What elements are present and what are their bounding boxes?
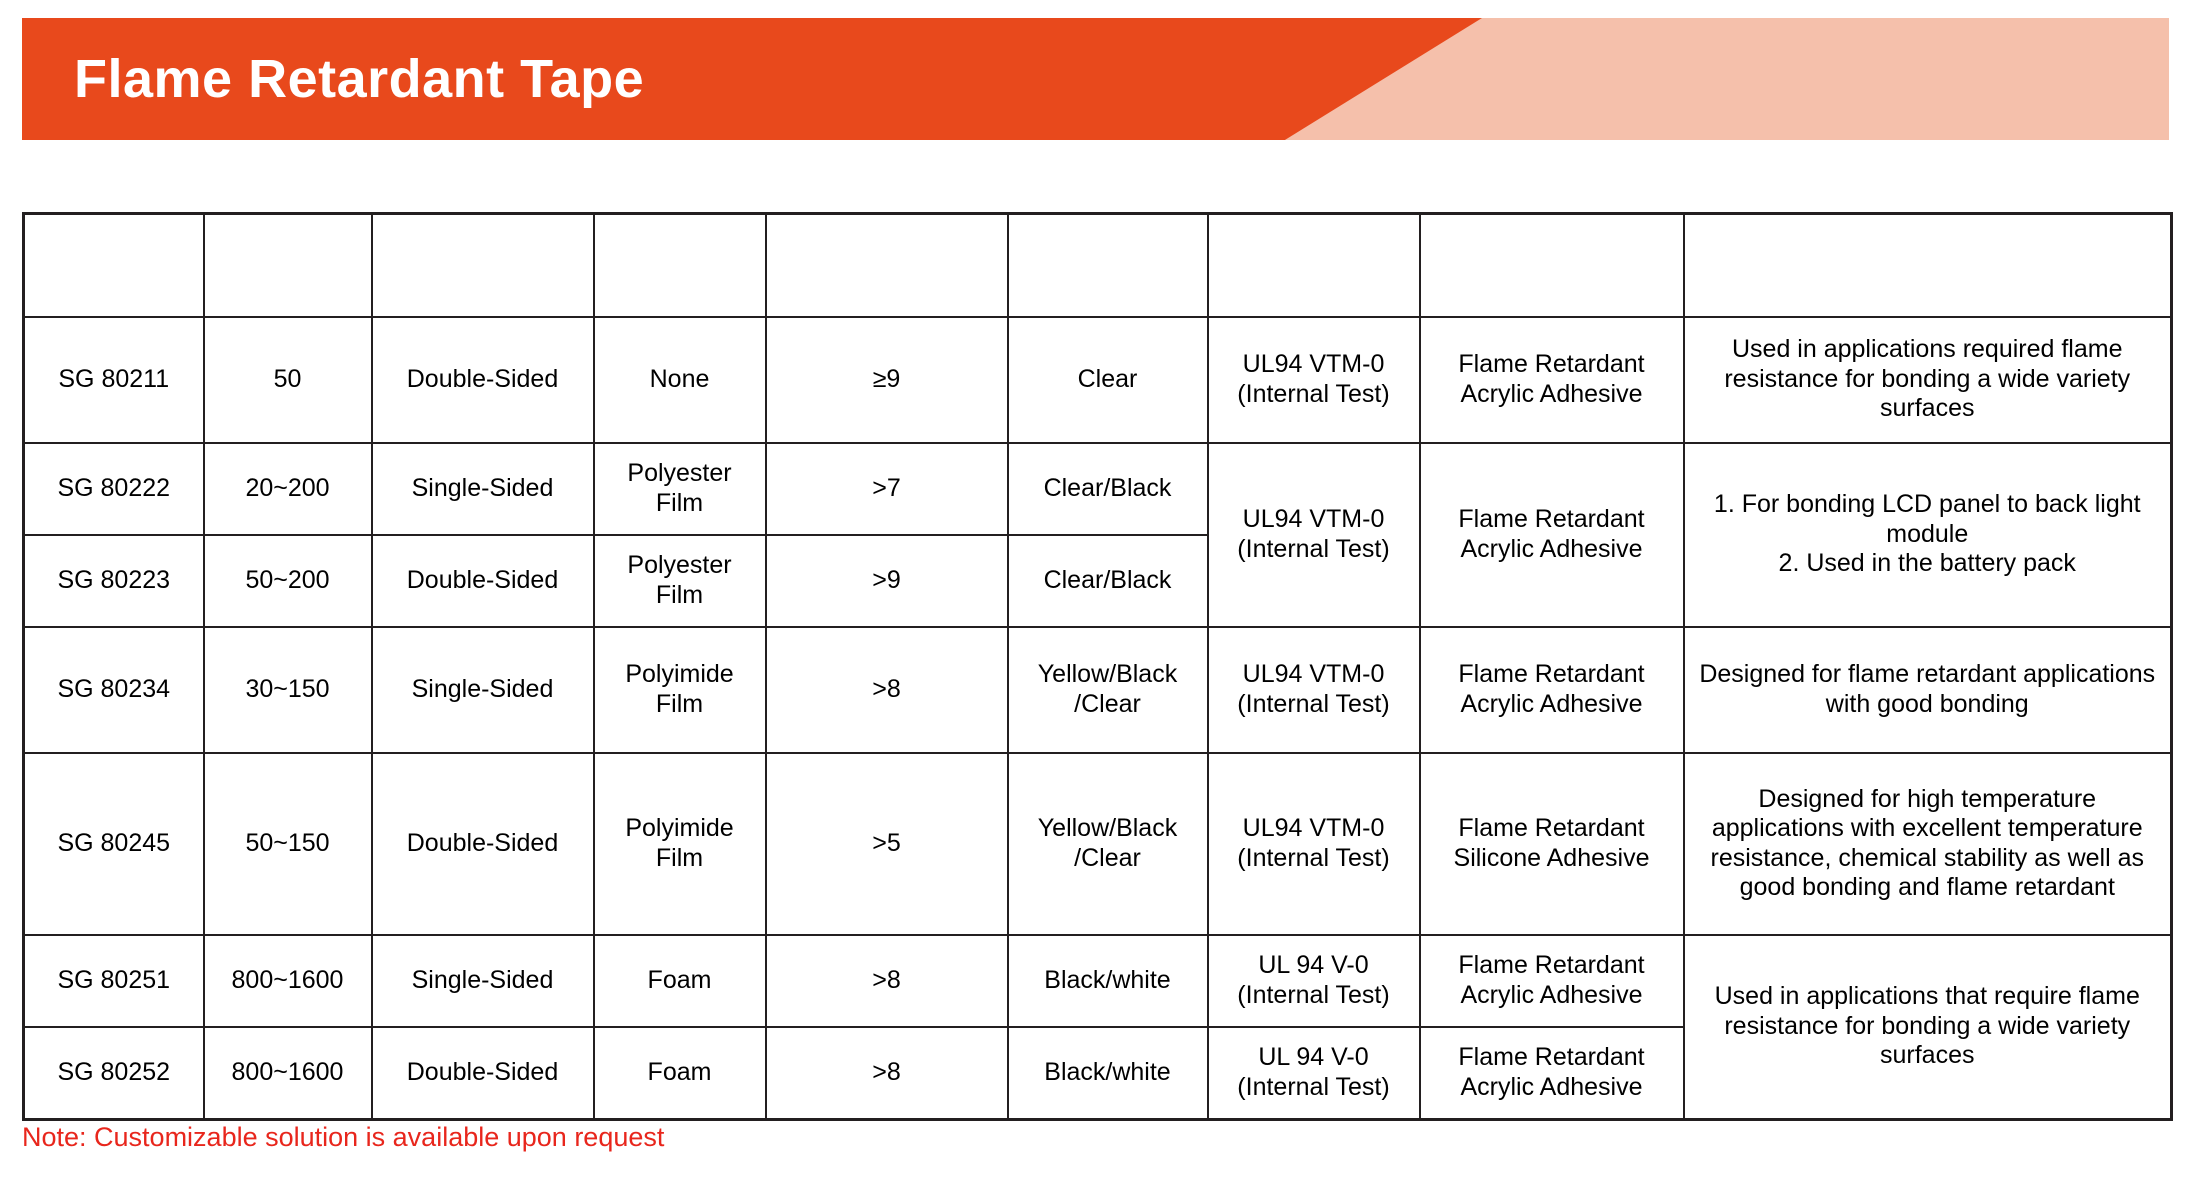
cell-peel: ≥9 bbox=[766, 317, 1008, 443]
cell-type: Single-Sided bbox=[372, 443, 594, 535]
cell-feature: Designed for flame retardant applications with good bonding bbox=[1684, 627, 2172, 753]
cell-product-pn: SG 80252 bbox=[24, 1027, 204, 1120]
cell-product-pn: SG 80251 bbox=[24, 935, 204, 1027]
cell-adhesive-type bbox=[1420, 1027, 1684, 1120]
column-header-peel-line2: Strength bbox=[839, 250, 934, 279]
cell-type: Single-Sided bbox=[372, 935, 594, 1027]
cell-adhesive-type bbox=[1420, 627, 1684, 753]
cell-color bbox=[1008, 627, 1208, 753]
cell-product-pn: SG 80211 bbox=[24, 317, 204, 443]
cell-feature: Used in applications required flame resistance for bonding a wide variety surfaces bbox=[1684, 317, 2172, 443]
cell-type: Double-Sided bbox=[372, 1027, 594, 1120]
cell-flame-resistance bbox=[1208, 1027, 1420, 1120]
cell-carrier-line2: Film bbox=[655, 580, 704, 609]
cell-thickness: 30~150 bbox=[204, 627, 372, 753]
column-header-thickness-line1: Total bbox=[261, 221, 314, 249]
cell-thickness: 50 bbox=[204, 317, 372, 443]
cell-adhesive-type bbox=[1420, 443, 1684, 627]
table-row bbox=[24, 935, 2172, 1027]
cell-flame-line2: (Internal Test) bbox=[1237, 534, 1390, 563]
cell-adhesive-line1: Flame Retardant bbox=[1458, 814, 1645, 842]
cell-feature bbox=[1684, 443, 2172, 627]
cell-color: Black/white bbox=[1008, 935, 1208, 1027]
cell-color bbox=[1008, 753, 1208, 935]
cell-flame-line2: (Internal Test) bbox=[1237, 980, 1390, 1009]
cell-adhesive-line1: Flame Retardant bbox=[1458, 1043, 1645, 1071]
table-row bbox=[24, 627, 2172, 753]
cell-carrier bbox=[594, 627, 766, 753]
cell-feature-line1: 1. For bonding LCD panel to back light module bbox=[1713, 490, 2141, 548]
spec-table-container bbox=[22, 212, 2170, 1121]
column-header-thickness-line2: Thickness bbox=[231, 250, 344, 279]
cell-adhesive-line1: Flame Retardant bbox=[1458, 660, 1645, 688]
cell-adhesive-line2: Silicone Adhesive bbox=[1453, 843, 1650, 872]
cell-peel: >8 bbox=[766, 627, 1008, 753]
cell-flame-line1: UL 94 V-0 bbox=[1258, 951, 1369, 979]
page-title: Flame Retardant Tape bbox=[74, 49, 645, 109]
cell-carrier bbox=[594, 535, 766, 627]
cell-feature: Used in applications that require flame resistance for bonding a wide variety surfaces bbox=[1684, 935, 2172, 1120]
footer-note: Note: Customizable solution is available upon request bbox=[22, 1122, 665, 1152]
cell-thickness: 800~1600 bbox=[204, 935, 372, 1027]
table-row bbox=[24, 443, 2172, 535]
cell-feature-line2: 2. Used in the battery pack bbox=[1778, 549, 2076, 578]
cell-product-pn: SG 80223 bbox=[24, 535, 204, 627]
column-header-adhesive-type: Adhesive Type bbox=[1420, 214, 1684, 317]
cell-adhesive-line2: Acrylic Adhesive bbox=[1460, 980, 1643, 1009]
column-header-color: Color bbox=[1008, 214, 1208, 317]
cell-adhesive-line2: Acrylic Adhesive bbox=[1460, 534, 1643, 563]
cell-adhesive-type bbox=[1420, 317, 1684, 443]
column-header-flame-line2: Resistance bbox=[1251, 265, 1376, 294]
cell-carrier-line1: Polyester bbox=[627, 459, 732, 487]
cell-thickness: 50~150 bbox=[204, 753, 372, 935]
table-row bbox=[24, 317, 2172, 443]
cell-flame-line1: UL 94 V-0 bbox=[1258, 1043, 1369, 1071]
column-header-type: Type bbox=[372, 214, 594, 317]
cell-color: Clear/Black bbox=[1008, 443, 1208, 535]
column-header-peel-line3: (N/25mm,SUS) bbox=[801, 280, 972, 308]
cell-adhesive-type bbox=[1420, 935, 1684, 1027]
cell-flame-line2: (Internal Test) bbox=[1237, 689, 1390, 718]
cell-adhesive-line2: Acrylic Adhesive bbox=[1460, 379, 1643, 408]
cell-product-pn: SG 80222 bbox=[24, 443, 204, 535]
cell-flame-line2: (Internal Test) bbox=[1237, 379, 1390, 408]
cell-flame-line2: (Internal Test) bbox=[1237, 1072, 1390, 1101]
header-banner bbox=[22, 18, 2169, 140]
cell-flame-line1: UL94 VTM-0 bbox=[1242, 814, 1385, 842]
table-header bbox=[24, 214, 2172, 317]
cell-flame-line1: UL94 VTM-0 bbox=[1242, 660, 1385, 688]
cell-adhesive-type bbox=[1420, 753, 1684, 935]
cell-adhesive-line1: Flame Retardant bbox=[1458, 951, 1645, 979]
cell-adhesive-line1: Flame Retardant bbox=[1458, 505, 1645, 533]
table-body bbox=[24, 317, 2172, 1120]
cell-flame-line2: (Internal Test) bbox=[1237, 843, 1390, 872]
table-row bbox=[24, 753, 2172, 935]
column-header-peel-line1: 180° Peel bbox=[832, 221, 941, 249]
cell-carrier-line2: Film bbox=[655, 488, 704, 517]
cell-carrier-line1: Polyimide bbox=[625, 814, 734, 842]
cell-carrier: Foam bbox=[594, 1027, 766, 1120]
cell-color: Clear/Black bbox=[1008, 535, 1208, 627]
cell-peel: >7 bbox=[766, 443, 1008, 535]
cell-color: Clear bbox=[1008, 317, 1208, 443]
cell-thickness: 20~200 bbox=[204, 443, 372, 535]
cell-type: Single-Sided bbox=[372, 627, 594, 753]
cell-color: Black/white bbox=[1008, 1027, 1208, 1120]
cell-color-line1: Yellow/Black bbox=[1037, 660, 1178, 688]
table-header-row bbox=[24, 214, 2172, 317]
cell-carrier bbox=[594, 443, 766, 535]
cell-product-pn: SG 80245 bbox=[24, 753, 204, 935]
column-header-flame-line1: Flame bbox=[1278, 235, 1349, 264]
cell-flame-resistance bbox=[1208, 443, 1420, 627]
cell-carrier-line2: Film bbox=[655, 689, 704, 718]
cell-type: Double-Sided bbox=[372, 535, 594, 627]
column-header-thickness-line3: (µm) bbox=[261, 280, 314, 308]
cell-carrier-line1: Polyimide bbox=[625, 660, 734, 688]
cell-type: Double-Sided bbox=[372, 317, 594, 443]
cell-product-pn: SG 80234 bbox=[24, 627, 204, 753]
column-header-flame-resistance bbox=[1208, 214, 1420, 317]
cell-feature: Designed for high temperature applications with excellent temperature resistance, chemical stability as well as good bonding and flame retardant bbox=[1684, 753, 2172, 935]
cell-color-line2: /Clear bbox=[1074, 689, 1141, 718]
cell-thickness: 50~200 bbox=[204, 535, 372, 627]
cell-adhesive-line2: Acrylic Adhesive bbox=[1460, 1072, 1643, 1101]
cell-carrier-line1: Polyester bbox=[627, 551, 732, 579]
cell-thickness: 800~1600 bbox=[204, 1027, 372, 1120]
cell-peel: >9 bbox=[766, 535, 1008, 627]
column-header-feature-application: Feature/Application bbox=[1684, 214, 2172, 317]
cell-adhesive-line2: Acrylic Adhesive bbox=[1460, 689, 1643, 718]
cell-color-line2: /Clear bbox=[1074, 843, 1141, 872]
cell-flame-resistance bbox=[1208, 627, 1420, 753]
cell-type: Double-Sided bbox=[372, 753, 594, 935]
cell-carrier bbox=[594, 753, 766, 935]
cell-peel: >8 bbox=[766, 1027, 1008, 1120]
cell-carrier: Foam bbox=[594, 935, 766, 1027]
column-header-peel-strength bbox=[766, 214, 1008, 317]
column-header-carrier: Carrier bbox=[594, 214, 766, 317]
cell-carrier: None bbox=[594, 317, 766, 443]
cell-peel: >8 bbox=[766, 935, 1008, 1027]
cell-adhesive-line1: Flame Retardant bbox=[1458, 350, 1645, 378]
column-header-thickness bbox=[204, 214, 372, 317]
spec-table bbox=[22, 212, 2173, 1121]
cell-carrier-line2: Film bbox=[655, 843, 704, 872]
cell-flame-resistance bbox=[1208, 935, 1420, 1027]
cell-flame-resistance bbox=[1208, 753, 1420, 935]
column-header-product-pn: Product P/N bbox=[24, 214, 204, 317]
cell-peel: >5 bbox=[766, 753, 1008, 935]
cell-flame-line1: UL94 VTM-0 bbox=[1242, 350, 1385, 378]
cell-flame-line1: UL94 VTM-0 bbox=[1242, 505, 1385, 533]
cell-color-line1: Yellow/Black bbox=[1037, 814, 1178, 842]
cell-flame-resistance bbox=[1208, 317, 1420, 443]
